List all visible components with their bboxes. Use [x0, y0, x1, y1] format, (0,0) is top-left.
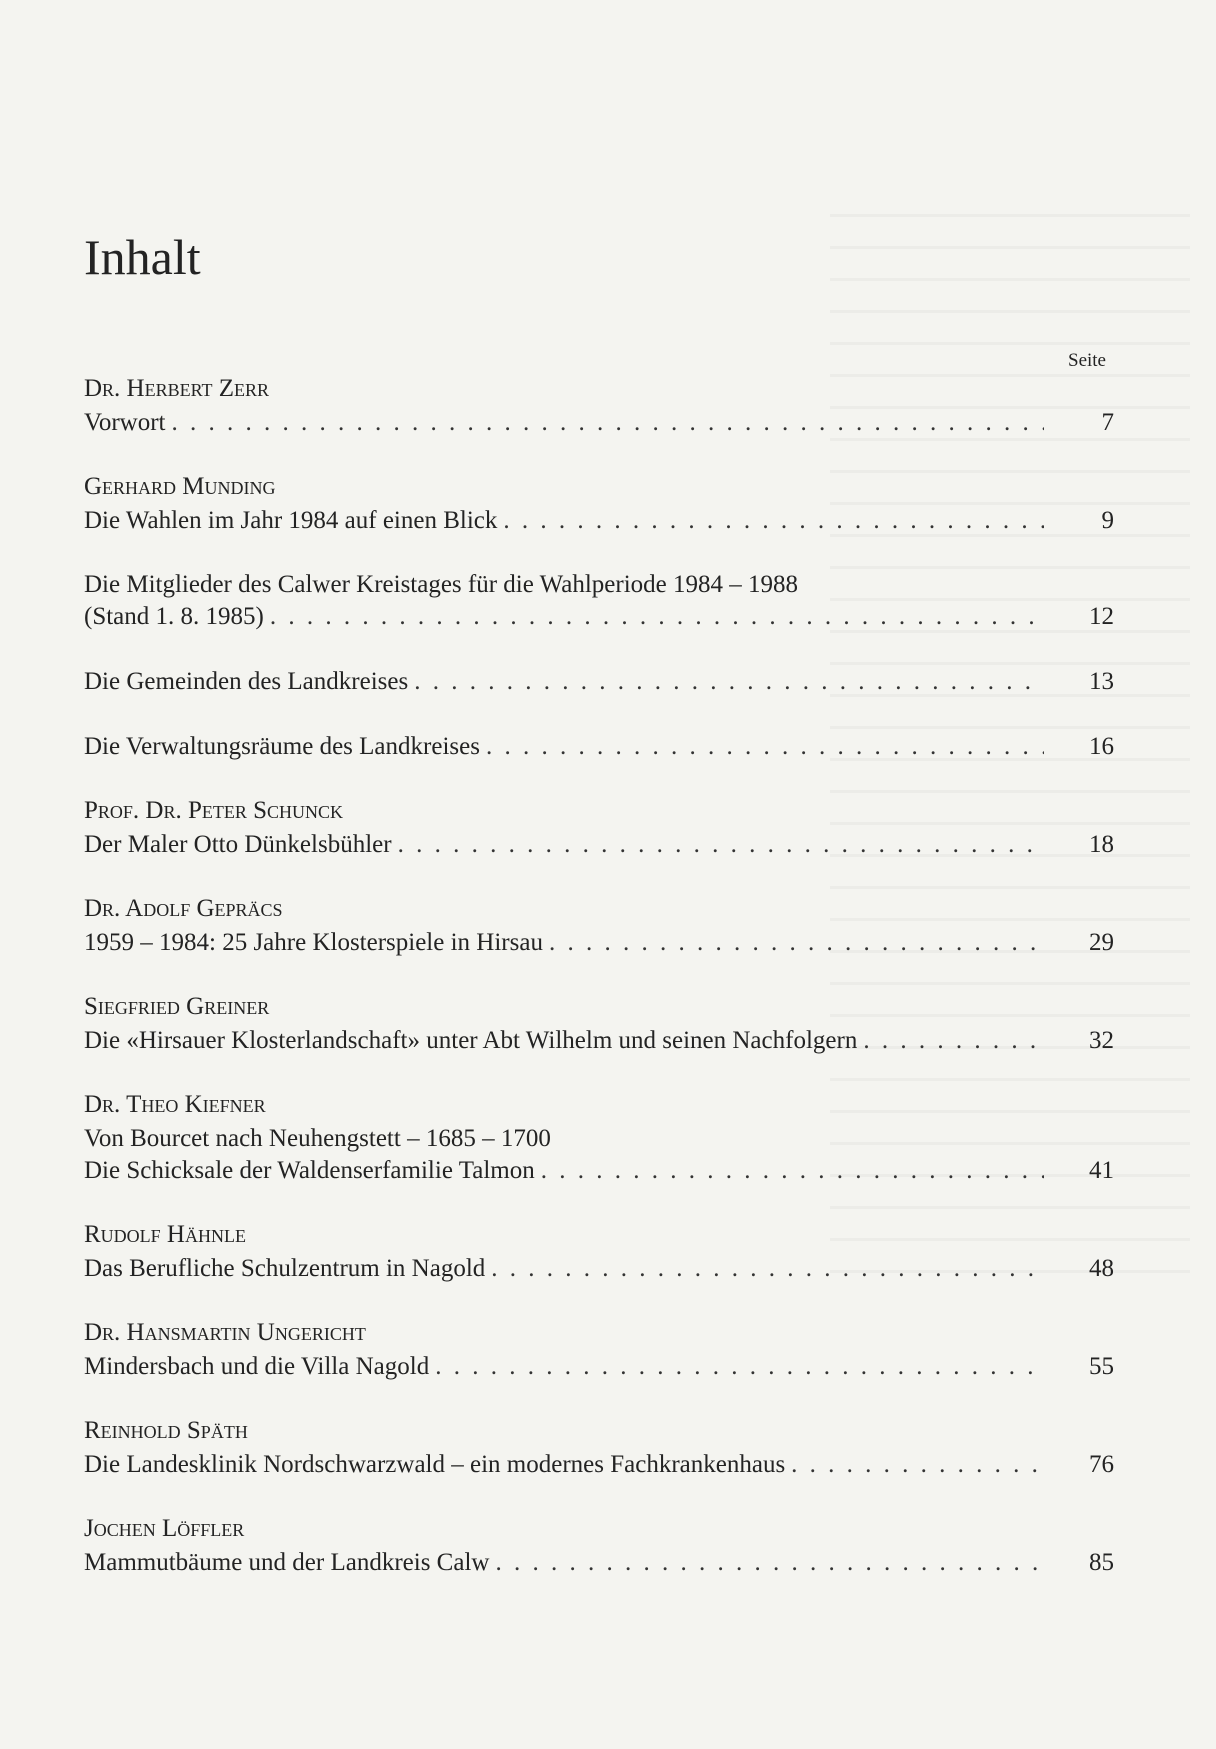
toc-entry-title: Von Bourcet nach Neuhengstett – 1685 – 1700	[84, 1125, 551, 1152]
page-column-label: Seite	[1068, 350, 1106, 371]
toc-author: Dr. Adolf Gepräcs	[84, 895, 283, 922]
toc-entry-line[interactable]	[84, 1123, 1114, 1155]
dot-leader	[486, 731, 1044, 763]
toc-author: Reinhold Späth	[84, 1417, 248, 1444]
toc-page-number: 29	[1089, 929, 1114, 956]
page-title: Inhalt	[84, 229, 201, 285]
toc-entry-line[interactable]	[84, 569, 1114, 601]
toc-entry-line[interactable]	[84, 666, 1114, 698]
toc-entry-title: Die Gemeinden des Landkreises	[84, 668, 409, 695]
toc-page-number: 76	[1089, 1451, 1114, 1478]
toc-author: Dr. Theo Kiefner	[84, 1091, 266, 1118]
toc-entry-title: Die Schicksale der Waldenserfamilie Talmon	[84, 1157, 535, 1184]
toc-entry-line[interactable]	[84, 731, 1114, 763]
toc-entry-line[interactable]	[84, 1253, 1114, 1285]
dot-leader	[435, 1351, 1044, 1383]
dot-leader	[503, 505, 1044, 537]
toc-entry-line[interactable]	[84, 1025, 1114, 1057]
toc-author: Jochen Löffler	[84, 1515, 245, 1542]
dot-leader	[863, 1025, 1044, 1057]
toc-entry-line[interactable]	[84, 505, 1114, 537]
toc-entry-line[interactable]	[84, 1351, 1114, 1383]
toc-entry-line[interactable]	[84, 601, 1114, 633]
toc-entry-line[interactable]	[84, 407, 1114, 439]
toc-page-number: 7	[1101, 409, 1114, 436]
dot-leader	[791, 1449, 1044, 1481]
toc-author: Prof. Dr. Peter Schunck	[84, 797, 344, 824]
dot-leader	[549, 927, 1044, 959]
dot-leader	[414, 666, 1044, 698]
toc-entry-title: Das Berufliche Schulzentrum in Nagold	[84, 1255, 486, 1282]
toc-page-number: 85	[1089, 1549, 1114, 1576]
toc-entry-title: Die Wahlen im Jahr 1984 auf einen Blick	[84, 507, 498, 534]
toc-entry-line[interactable]	[84, 1155, 1114, 1187]
toc-author: Rudolf Hähnle	[84, 1221, 246, 1248]
toc-entry-title: Die «Hirsauer Klosterlandschaft» unter Abt Wilhelm und seinen Nachfolgern	[84, 1027, 858, 1054]
dot-leader	[398, 829, 1044, 861]
toc-page-number: 18	[1089, 831, 1114, 858]
toc-author: Siegfried Greiner	[84, 993, 270, 1020]
toc-entry-line[interactable]	[84, 1449, 1114, 1481]
toc-entry-title: Mindersbach und die Villa Nagold	[84, 1353, 430, 1380]
toc-author: Dr. Hansmartin Ungericht	[84, 1319, 366, 1346]
dot-leader	[495, 1547, 1044, 1579]
toc-entry-line[interactable]	[84, 829, 1114, 861]
toc-page-number: 32	[1089, 1027, 1114, 1054]
toc-entry-title: Mammutbäume und der Landkreis Calw	[84, 1549, 490, 1576]
toc-author: Dr. Herbert Zerr	[84, 375, 270, 402]
dot-leader	[270, 601, 1044, 633]
dot-leader	[171, 407, 1044, 439]
toc-author: Gerhard Munding	[84, 473, 276, 500]
toc-entry-title: 1959 – 1984: 25 Jahre Klosterspiele in Hirsau	[84, 929, 543, 956]
dot-leader	[541, 1155, 1044, 1187]
toc-entry-title: Die Verwaltungsräume des Landkreises	[84, 733, 480, 760]
toc-entry-title: Vorwort	[84, 409, 166, 436]
toc-page-number: 12	[1089, 603, 1114, 630]
toc-page-number: 13	[1089, 668, 1114, 695]
toc-entry-title: Der Maler Otto Dünkelsbühler	[84, 831, 392, 858]
toc-entry-title: (Stand 1. 8. 1985)	[84, 603, 264, 630]
toc-page-number: 55	[1089, 1353, 1114, 1380]
toc-entry-line[interactable]	[84, 1547, 1114, 1579]
toc-entry-title: Die Landesklinik Nordschwarzwald – ein modernes Fachkrankenhaus	[84, 1451, 786, 1478]
toc-page-number: 48	[1089, 1255, 1114, 1282]
toc-page-number: 41	[1089, 1157, 1114, 1184]
toc-page-number: 16	[1089, 733, 1114, 760]
toc-page-number: 9	[1101, 507, 1114, 534]
toc-entry-title: Die Mitglieder des Calwer Kreistages für die Wahlperiode 1984 – 1988	[84, 571, 799, 598]
toc-entry-line[interactable]	[84, 927, 1114, 959]
dot-leader	[491, 1253, 1044, 1285]
